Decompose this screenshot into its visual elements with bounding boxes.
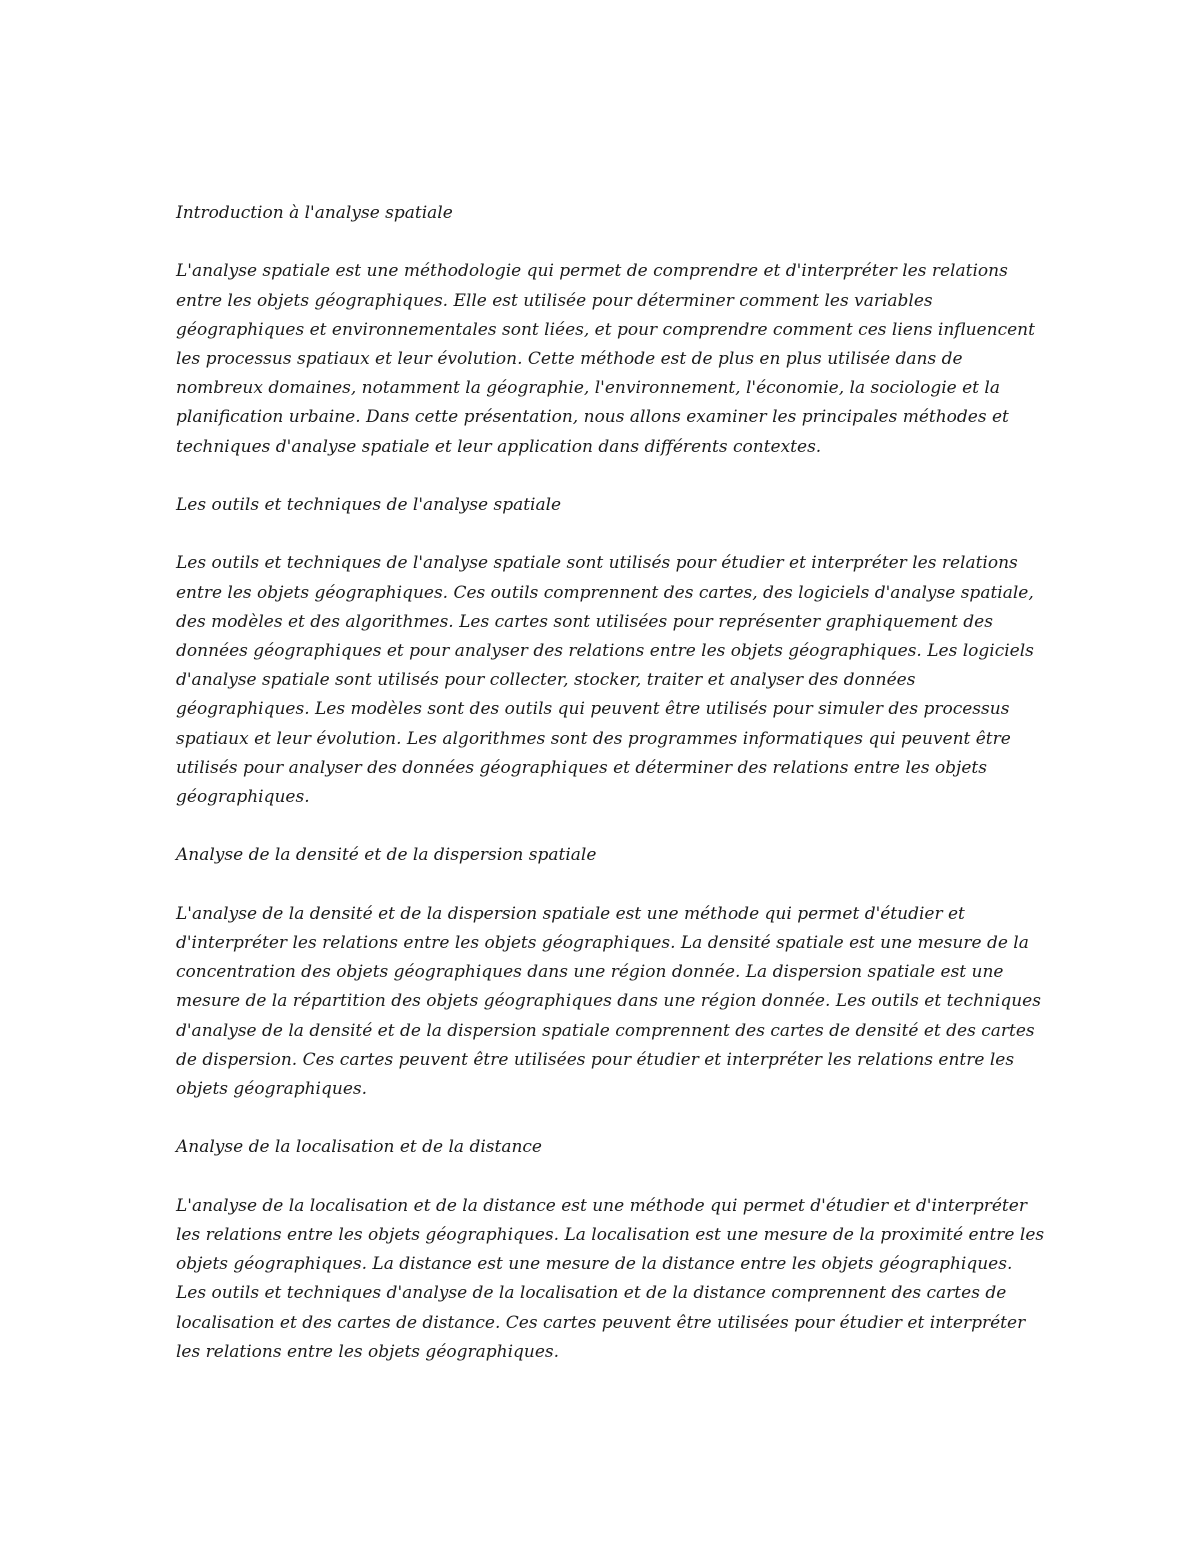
section-heading-introduction: Introduction à l'analyse spatiale: [176, 203, 453, 223]
section-paragraph-densite-dispersion: L'analyse de la densité et de la dispersion spatiale est une méthode qui permet d'étudier et d'interpréter les relations entre les objets géographiques. La densité spatiale est une mesure de la concentration des objets géographiques dans une région donnée. La dispersion spatiale est une mesure de la répartition des objets géographiques dans une région donnée. Les outils et techniques d'analyse de la densité et de la dispersion spatiale comprennent des cartes de densité et des cartes de dispersion. Ces cartes peuvent être utilisées pour étudier et interpréter les relations entre les objets géographiques.: [176, 903, 1041, 1100]
document-body: [176, 199, 1046, 1396]
section-heading-localisation-distance: Analyse de la localisation et de la distance: [176, 1137, 542, 1158]
section-heading-outils-techniques: Les outils et techniques de l'analyse spatiale: [176, 495, 562, 515]
section-paragraph-outils-techniques: Les outils et techniques de l'analyse spatiale sont utilisés pour étudier et interpréter les relations entre les objets géographiques. Ces outils comprennent des cartes, des logiciels d'analyse spatiale, des modèles et des algorithmes. Les cartes sont utilisées pour représenter graphiquement des données géographiques et pour analyser des relations entre les objets géographiques. Les logiciels d'analyse spatiale sont utilisés pour collecter, stocker, traiter et analyser des données géographiques. Les modèles sont des outils qui peuvent être utilisés pour simuler des processus spatiaux et leur évolution. Les algorithmes sont des programmes informatiques qui peuvent être utilisés pour analyser des données géographiques et déterminer des relations entre les objets géographiques.: [176, 553, 1034, 808]
section-paragraph-introduction: L'analyse spatiale est une méthodologie qui permet de comprendre et d'interpréter les relations entre les objets géographiques. Elle est utilisée pour déterminer comment les variables géographiques et environnementales sont liées, et pour comprendre comment ces liens influencent les processus spatiaux et leur évolution. Cette méthode est de plus en plus utilisée dans de nombreux domaines, notamment la géographie, l'environnement, l'économie, la sociologie et la planification urbaine. Dans cette présentation, nous allons examiner les principales méthodes et techniques d'analyse spatiale et leur application dans différents contextes.: [176, 261, 1035, 457]
section-paragraph-localisation-distance: L'analyse de la localisation et de la distance est une méthode qui permet d'étudier et d'interpréter les relations entre les objets géographiques. La localisation est une mesure de la proximité entre les objets géographiques. La distance est une mesure de la distance entre les objets géographiques. Les outils et techniques d'analyse de la localisation et de la distance comprennent des cartes de localisation et des cartes de distance. Ces cartes peuvent être utilisées pour étudier et interpréter les relations entre les objets géographiques.: [176, 1195, 1045, 1362]
section-heading-densite-dispersion: Analyse de la densité et de la dispersion spatiale: [176, 845, 597, 866]
